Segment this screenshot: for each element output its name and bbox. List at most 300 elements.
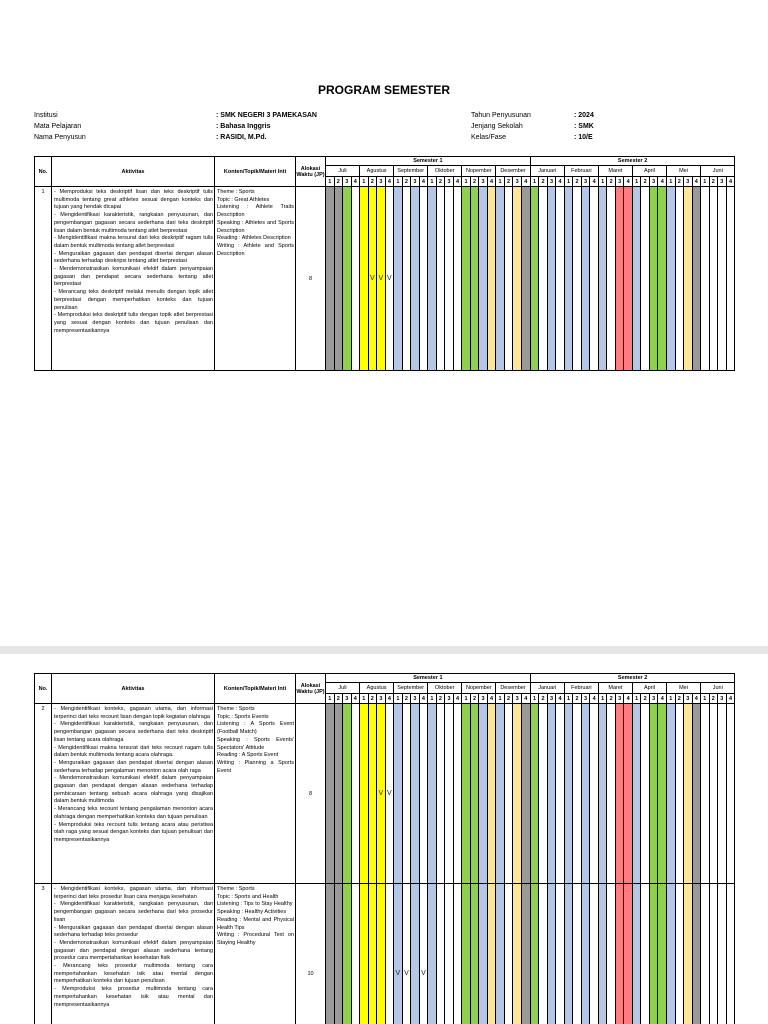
week-cell	[530, 884, 539, 1024]
week-cell	[360, 704, 369, 884]
week-number: 2	[436, 694, 445, 704]
week-cell	[385, 884, 394, 1024]
row-aktivitas: - Mengidentifikasi konteks, gagasan utama, dan informasi terperinci dari teks prosedur lisan cara menjaga kesehatan - Mengidentifikasi karakteristik, rangkaian penyusunan, dan pengembangan gagasan secara sederhana dari teks prosedur lisan - Menguraikan gagasan dan pendapat disertai dengan alasan sederhana terhadap teks prosedur - Mendemonstrasikan komunikasi efektif dalam penyampaian gagasan dan pendapat dengan alasan sederhana tentang prosedur cara mempertahankan kesehatan fisik - Merancang teks prosedur multimoda tentang cara mempertahankan kesehatan isik atau mental dengan memperhatikan konteks dan tujuan penulisan - Memproduksi teks prosedur multimoda tentang cara mempertahankan kesehatan isik atau mental dan mempresentasikannya	[52, 884, 215, 1024]
week-cell	[487, 884, 496, 1024]
week-cell	[675, 704, 684, 884]
week-cell	[726, 704, 735, 884]
week-cell	[641, 884, 650, 1024]
week-cell	[479, 884, 488, 1024]
week-cell	[360, 884, 369, 1024]
week-cell	[692, 187, 701, 371]
row-konten: Theme : Sports Topic : Great Athletes Listening : Athlete Traits Description Speaking : Athletes and Sports Description Reading : Athletes Description Writing : Athlete and Sports Description	[215, 187, 296, 371]
month-header: Oktober	[428, 683, 462, 694]
week-cell	[402, 704, 411, 884]
week-cell	[334, 704, 343, 884]
week-cell	[351, 187, 360, 371]
week-number: 4	[419, 694, 428, 704]
week-number: 2	[504, 177, 513, 187]
week-cell	[513, 187, 522, 371]
week-number: 2	[470, 694, 479, 704]
week-number: 3	[411, 694, 420, 704]
week-number: 1	[496, 177, 505, 187]
week-number: 2	[334, 177, 343, 187]
week-number: 2	[436, 177, 445, 187]
week-cell	[590, 884, 599, 1024]
week-number: 3	[445, 177, 454, 187]
week-cell	[428, 187, 437, 371]
week-number: 3	[411, 177, 420, 187]
week-cell	[573, 704, 582, 884]
week-cell	[658, 884, 667, 1024]
week-cell	[607, 187, 616, 371]
week-cell	[428, 704, 437, 884]
week-cell	[573, 884, 582, 1024]
week-number: 4	[351, 177, 360, 187]
week-cell	[445, 187, 454, 371]
row-alokasi: 8	[296, 704, 326, 884]
week-cell	[445, 884, 454, 1024]
week-cell	[530, 187, 539, 371]
week-number: 3	[547, 694, 556, 704]
week-cell	[624, 884, 633, 1024]
week-check-mark: V	[385, 704, 394, 884]
week-cell	[684, 187, 693, 371]
week-number: 4	[453, 177, 462, 187]
week-number: 1	[666, 694, 675, 704]
week-number: 4	[624, 177, 633, 187]
week-cell	[504, 884, 513, 1024]
info-label: Institusi	[34, 112, 58, 119]
week-number: 4	[590, 177, 599, 187]
week-number: 3	[615, 177, 624, 187]
header-alokasi: Alokasi Waktu (JP)	[296, 674, 326, 704]
week-cell	[684, 884, 693, 1024]
week-number: 2	[709, 177, 718, 187]
header-no: No.	[35, 674, 52, 704]
week-number: 1	[428, 177, 437, 187]
week-cell	[564, 884, 573, 1024]
month-header: Januari	[530, 166, 564, 177]
week-number: 3	[513, 177, 522, 187]
week-cell	[504, 704, 513, 884]
week-number: 1	[666, 177, 675, 187]
week-number: 1	[632, 694, 641, 704]
week-cell	[411, 884, 420, 1024]
info-right	[471, 110, 594, 143]
header-alokasi: Alokasi Waktu (JP)	[296, 157, 326, 187]
week-cell	[632, 884, 641, 1024]
week-number: 3	[718, 694, 727, 704]
month-header: Oktober	[428, 166, 462, 177]
week-number: 3	[649, 177, 658, 187]
week-number: 4	[521, 694, 530, 704]
header-aktivitas: Aktivitas	[52, 157, 215, 187]
week-check-mark: V	[394, 884, 403, 1024]
week-cell	[701, 884, 710, 1024]
week-cell	[368, 884, 377, 1024]
week-cell	[453, 187, 462, 371]
week-cell	[496, 704, 505, 884]
week-number: 1	[496, 694, 505, 704]
info-value: : SMK	[574, 123, 594, 130]
week-number: 1	[394, 694, 403, 704]
month-header: Juni	[701, 683, 735, 694]
week-cell	[607, 884, 616, 1024]
week-number: 1	[701, 694, 710, 704]
week-cell	[573, 187, 582, 371]
week-cell	[709, 884, 718, 1024]
week-cell	[334, 884, 343, 1024]
week-number: 2	[539, 177, 548, 187]
week-cell	[598, 884, 607, 1024]
week-cell	[632, 187, 641, 371]
week-number: 2	[368, 694, 377, 704]
info-label: Nama Penyusun	[34, 134, 86, 141]
week-cell	[487, 704, 496, 884]
week-cell	[649, 704, 658, 884]
week-check-mark: V	[368, 187, 377, 371]
week-number: 2	[607, 177, 616, 187]
week-number: 3	[479, 177, 488, 187]
header-aktivitas: Aktivitas	[52, 674, 215, 704]
week-number: 3	[445, 694, 454, 704]
week-cell	[709, 704, 718, 884]
week-cell	[470, 884, 479, 1024]
week-cell	[598, 187, 607, 371]
week-cell	[326, 187, 335, 371]
week-cell	[402, 187, 411, 371]
week-cell	[343, 884, 352, 1024]
week-number: 4	[351, 694, 360, 704]
week-cell	[368, 704, 377, 884]
week-cell	[718, 187, 727, 371]
week-cell	[641, 704, 650, 884]
week-cell	[675, 884, 684, 1024]
week-cell	[411, 704, 420, 884]
week-cell	[615, 704, 624, 884]
week-cell	[632, 704, 641, 884]
week-number: 4	[726, 694, 735, 704]
week-number: 3	[615, 694, 624, 704]
week-number: 4	[658, 177, 667, 187]
week-number: 3	[479, 694, 488, 704]
week-cell	[709, 187, 718, 371]
row-konten: Theme : Sports Topic : Sports Events Listening : A Sports Event (Football Match) Speaking : Sports Events' Spectators' Attitude Reading : A Sports Event Writing : Planning a Sports Event	[215, 704, 296, 884]
week-cell	[701, 704, 710, 884]
week-cell	[726, 187, 735, 371]
row-alokasi: 8	[296, 187, 326, 371]
month-header: Agustus	[360, 683, 394, 694]
week-number: 1	[394, 177, 403, 187]
week-cell	[521, 187, 530, 371]
week-cell	[394, 187, 403, 371]
week-cell	[718, 704, 727, 884]
week-number: 2	[539, 694, 548, 704]
header-semester-1: Semester 1	[326, 157, 531, 166]
month-header: Nopember	[462, 166, 496, 177]
week-number: 3	[649, 694, 658, 704]
week-number: 4	[590, 694, 599, 704]
week-number: 2	[641, 177, 650, 187]
month-header: Mei	[666, 166, 700, 177]
week-cell	[504, 187, 513, 371]
week-number: 1	[564, 694, 573, 704]
header-konten: Konten/Topik/Materi Inti	[215, 157, 296, 187]
week-cell	[343, 187, 352, 371]
week-cell	[556, 704, 565, 884]
week-cell	[479, 187, 488, 371]
week-cell	[684, 704, 693, 884]
month-header: Desember	[496, 166, 530, 177]
week-cell	[556, 884, 565, 1024]
month-header: Maret	[598, 683, 632, 694]
week-cell	[326, 704, 335, 884]
week-number: 2	[334, 694, 343, 704]
week-cell	[445, 704, 454, 884]
month-header: September	[394, 166, 428, 177]
week-number: 1	[701, 177, 710, 187]
week-number: 1	[530, 694, 539, 704]
week-number: 2	[573, 694, 582, 704]
week-number: 3	[581, 694, 590, 704]
week-cell	[615, 884, 624, 1024]
week-cell	[436, 884, 445, 1024]
week-cell	[436, 187, 445, 371]
week-number: 3	[718, 177, 727, 187]
week-number: 2	[675, 177, 684, 187]
week-number: 4	[487, 177, 496, 187]
week-number: 1	[462, 694, 471, 704]
week-cell	[692, 884, 701, 1024]
week-number: 1	[360, 177, 369, 187]
week-cell	[326, 884, 335, 1024]
week-number: 3	[547, 177, 556, 187]
row-number: 3	[35, 884, 52, 1024]
month-header: September	[394, 683, 428, 694]
week-number: 2	[470, 177, 479, 187]
week-number: 2	[641, 694, 650, 704]
week-cell	[649, 884, 658, 1024]
row-number: 2	[35, 704, 52, 884]
week-cell	[649, 187, 658, 371]
month-header: Juni	[701, 166, 735, 177]
week-number: 1	[530, 177, 539, 187]
week-cell	[590, 187, 599, 371]
week-cell	[462, 187, 471, 371]
week-number: 3	[343, 694, 352, 704]
week-check-mark: V	[419, 884, 428, 1024]
week-cell	[479, 704, 488, 884]
week-number: 1	[632, 177, 641, 187]
week-number: 3	[377, 694, 386, 704]
info-value: : 10/E	[574, 134, 593, 141]
week-cell	[692, 704, 701, 884]
week-cell	[581, 187, 590, 371]
week-cell	[641, 187, 650, 371]
week-cell	[675, 187, 684, 371]
week-number: 4	[692, 694, 701, 704]
week-cell	[590, 704, 599, 884]
header-konten: Konten/Topik/Materi Inti	[215, 674, 296, 704]
week-number: 4	[385, 177, 394, 187]
row-alokasi: 10	[296, 884, 326, 1024]
month-header: Juli	[326, 166, 360, 177]
week-cell	[607, 704, 616, 884]
week-check-mark: V	[385, 187, 394, 371]
week-number: 4	[624, 694, 633, 704]
week-cell	[513, 704, 522, 884]
week-cell	[666, 884, 675, 1024]
week-cell	[726, 884, 735, 1024]
week-cell	[453, 704, 462, 884]
month-header: Januari	[530, 683, 564, 694]
week-cell	[351, 884, 360, 1024]
week-number: 4	[453, 694, 462, 704]
header-semester-1: Semester 1	[326, 674, 531, 683]
week-cell	[470, 187, 479, 371]
week-number: 4	[419, 177, 428, 187]
week-cell	[419, 704, 428, 884]
week-cell	[411, 187, 420, 371]
info-value: : RASIDI, M.Pd.	[216, 134, 267, 141]
week-cell	[334, 187, 343, 371]
week-cell	[581, 884, 590, 1024]
week-cell	[462, 884, 471, 1024]
info-value: : Bahasa Inggris	[216, 123, 271, 130]
week-cell	[453, 884, 462, 1024]
week-cell	[666, 187, 675, 371]
week-cell	[547, 884, 556, 1024]
week-cell	[539, 884, 548, 1024]
week-number: 3	[684, 694, 693, 704]
row-aktivitas: - Memproduksi teks deskriptif lisan dan teks deskriptif tulis multimoda tentang great athletes sesuai dengan konteks dan tujuan yang hendak dicapai - Mengidentifikasi karakteristik, rangkaian penyusunan, dan pengembangan gagasan secara sederhana dari teks deskriptif lisan dalam bentuk multimoda tentang atlet berprestasi - Mengidentifikasi makna tersurat dari teks deskriptif ragam tulis dalam bentuk multimoda tentang atlet berprestasi - Menguraikan gagasan dan pendapat disertai dengan alasan sederhana terhadap deskripsi tentang atlet berprestasi - Mendemonstrasikan komunikasi efektif dalam penyampaian gagasan dan pendapat secara sederhana tentang atlet berprestasi - Merancang teks deskriptif melalui menulis dengan topik atlet berprestasi dengan memperhatikan konteks dan tujuan penulisan - Memproduksi teks deskriptif tulis dengan topik atlet berprestasi yang sesuai dengan konteks dan tujuan penulisan dan mempresentasikannya	[52, 187, 215, 371]
week-number: 2	[368, 177, 377, 187]
week-number: 4	[521, 177, 530, 187]
month-header: Desember	[496, 683, 530, 694]
row-number: 1	[35, 187, 52, 371]
week-cell	[496, 884, 505, 1024]
week-cell	[624, 187, 633, 371]
week-number: 2	[504, 694, 513, 704]
schedule-table	[34, 673, 735, 1024]
week-cell	[394, 704, 403, 884]
week-number: 3	[377, 177, 386, 187]
info-label: Jenjang Sekolah	[471, 123, 523, 130]
week-number: 2	[607, 694, 616, 704]
week-number: 1	[462, 177, 471, 187]
week-cell	[377, 884, 386, 1024]
month-header: Agustus	[360, 166, 394, 177]
schedule-table	[34, 156, 735, 371]
week-number: 1	[360, 694, 369, 704]
week-cell	[564, 704, 573, 884]
info-value: : 2024	[574, 112, 594, 119]
week-cell	[564, 187, 573, 371]
week-number: 2	[402, 694, 411, 704]
week-cell	[521, 884, 530, 1024]
week-number: 3	[684, 177, 693, 187]
week-number: 1	[326, 694, 335, 704]
month-header: April	[632, 683, 666, 694]
week-cell	[436, 704, 445, 884]
week-cell	[701, 187, 710, 371]
week-check-mark: V	[377, 187, 386, 371]
info-left	[34, 110, 317, 143]
info-label: Tahun Penyusunan	[471, 112, 531, 119]
table-row	[35, 704, 735, 884]
table-row	[35, 884, 735, 1024]
week-cell	[624, 704, 633, 884]
row-aktivitas: - Mengidentifikasi konteks, gagasan utama, dan informasi terperinci dari teks recount lisan dengan topik kegiatan olahraga - Mengidentifikasi karakteristik, rangkaian penyusunan, dan pengembangan gagasan secara sederhana dari teks deskriptif lisan tentang acara olahraga - Mengidentifikasi makna tersurat dari teks recount ragam tulis dalam bentuk multimoda tentang acara olahraga. - Menguraikan gagasan dan pendapat disertai dengan alasan sederhana terhadap pengalaman menonton acara olah raga - Mendemonstrasikan komunikasi efektif dalam penyampaian gagasan dan pendapat dengan alasan sederhana terhadap pembicaraan tentang sebuah acara olahraga yang disajikan dalam bentuk multimoda - Merancang teks recount tentang pengalaman menonton acara olahraga dengan memperhatikan konteks dan tujuan penulisan - Memproduksi teks recount tulis tentang acara atau peristiwa olah raga yang sesuai dengan konteks dan tujuan penulisan dan mempresentasikannya	[52, 704, 215, 884]
week-cell	[556, 187, 565, 371]
week-number: 4	[556, 177, 565, 187]
week-cell	[496, 187, 505, 371]
week-cell	[360, 187, 369, 371]
week-number: 4	[726, 177, 735, 187]
week-number: 2	[573, 177, 582, 187]
week-cell	[487, 187, 496, 371]
week-cell	[419, 187, 428, 371]
week-number: 2	[709, 694, 718, 704]
week-number: 4	[385, 694, 394, 704]
week-cell	[521, 704, 530, 884]
header-no: No.	[35, 157, 52, 187]
week-number: 1	[326, 177, 335, 187]
week-cell	[351, 704, 360, 884]
week-cell	[547, 187, 556, 371]
month-header: April	[632, 166, 666, 177]
week-number: 3	[343, 177, 352, 187]
week-cell	[539, 704, 548, 884]
week-number: 1	[564, 177, 573, 187]
week-cell	[718, 884, 727, 1024]
table-row	[35, 187, 735, 371]
week-number: 4	[487, 694, 496, 704]
week-cell	[462, 704, 471, 884]
month-header: Maret	[598, 166, 632, 177]
month-header: Februari	[564, 683, 598, 694]
week-number: 4	[692, 177, 701, 187]
week-number: 1	[428, 694, 437, 704]
month-header: Nopember	[462, 683, 496, 694]
week-cell	[615, 187, 624, 371]
week-cell	[658, 187, 667, 371]
week-cell	[513, 884, 522, 1024]
week-number: 4	[556, 694, 565, 704]
month-header: Februari	[564, 166, 598, 177]
page-two	[0, 654, 768, 1024]
week-number: 4	[658, 694, 667, 704]
month-header: Mei	[666, 683, 700, 694]
week-cell	[343, 704, 352, 884]
info-label: Kelas/Fase	[471, 134, 507, 141]
month-header: Juli	[326, 683, 360, 694]
week-cell	[666, 704, 675, 884]
week-number: 2	[675, 694, 684, 704]
week-number: 3	[513, 694, 522, 704]
week-check-mark: V	[402, 884, 411, 1024]
document-title: PROGRAM SEMESTER	[317, 83, 450, 97]
week-number: 3	[581, 177, 590, 187]
header-semester-2: Semester 2	[530, 674, 735, 683]
week-cell	[581, 704, 590, 884]
week-cell	[658, 704, 667, 884]
header-semester-2: Semester 2	[530, 157, 735, 166]
week-cell	[530, 704, 539, 884]
week-cell	[598, 704, 607, 884]
week-cell	[428, 884, 437, 1024]
week-number: 1	[598, 694, 607, 704]
